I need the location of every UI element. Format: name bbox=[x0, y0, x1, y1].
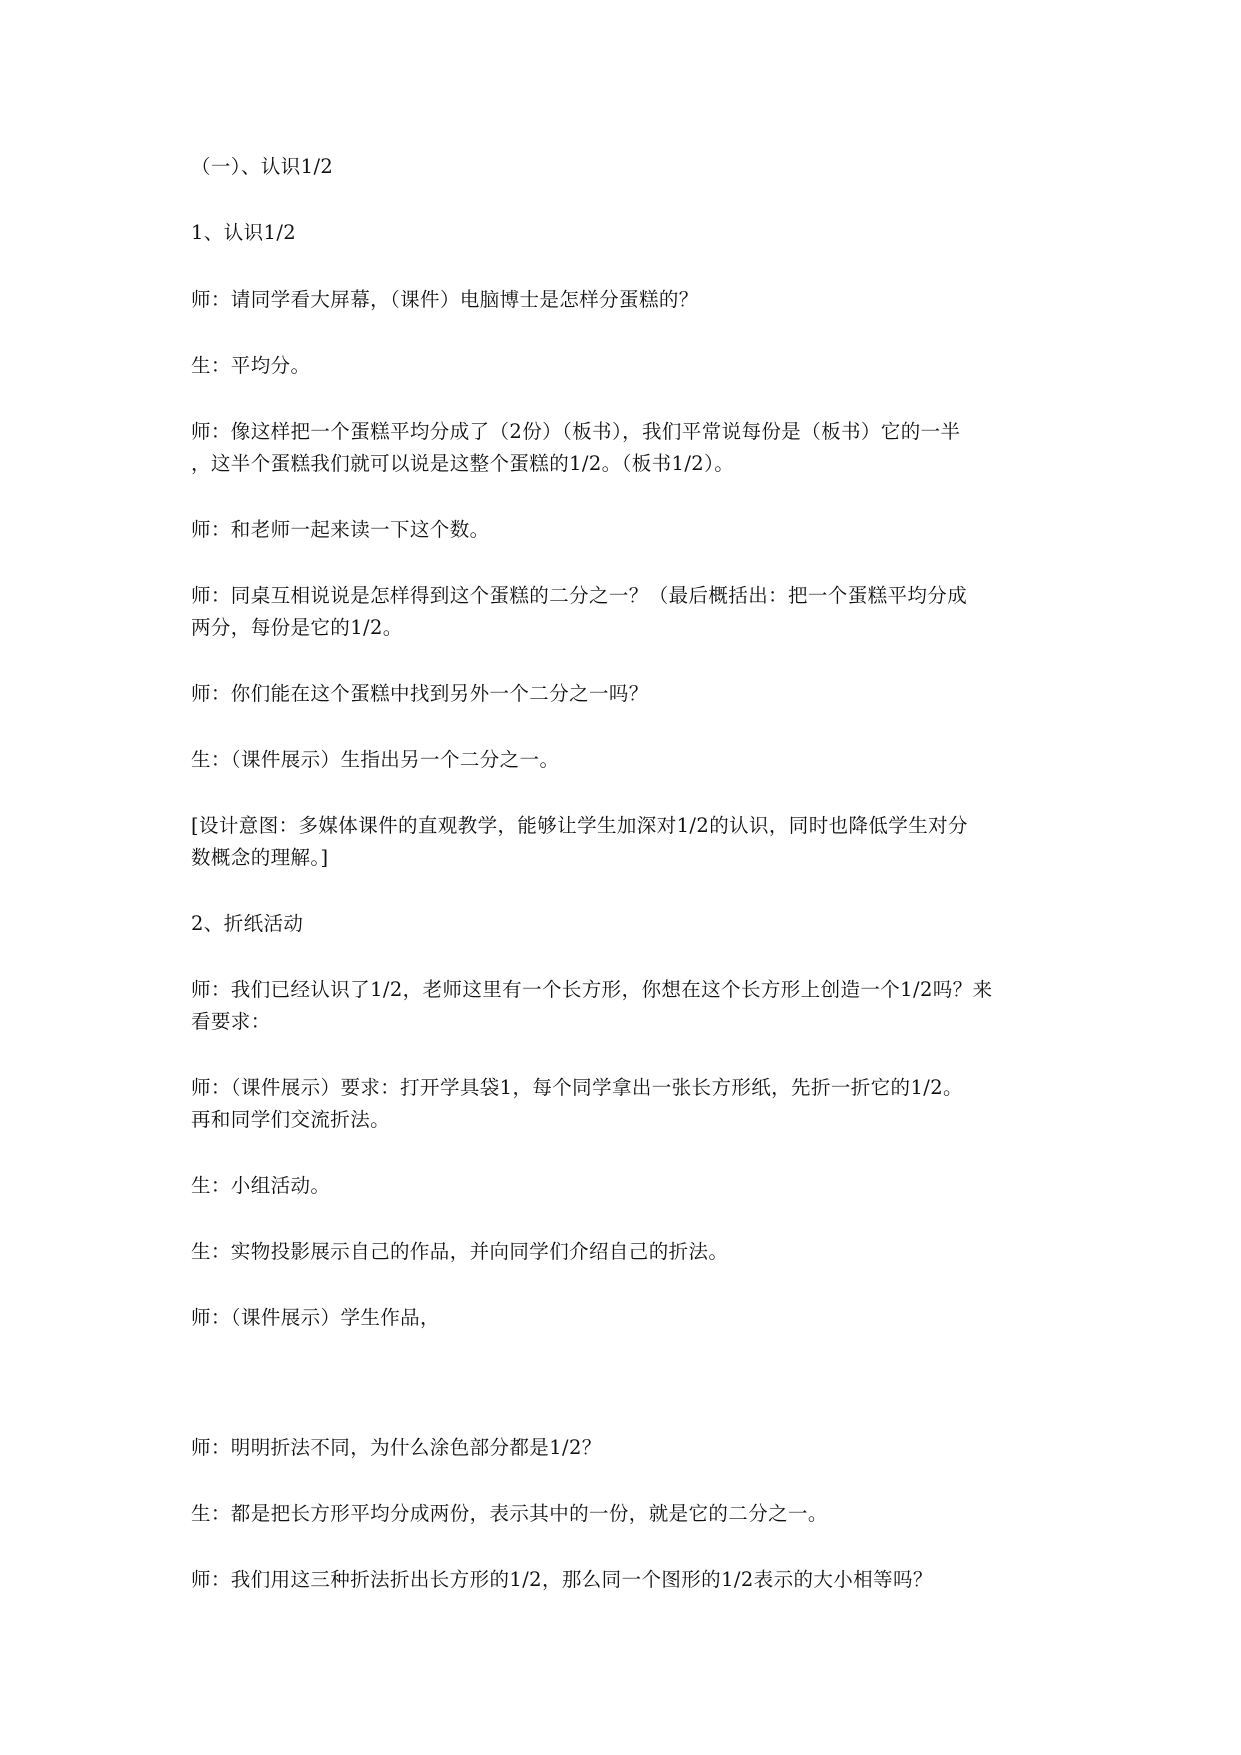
paragraph: 师：（课件展示）学生作品， bbox=[191, 1306, 440, 1329]
paragraph-line: 两分，每份是它的1/2。 bbox=[191, 616, 403, 639]
subsection-heading-2: 2、折纸活动 bbox=[191, 912, 304, 935]
paragraph-line: ，这半个蛋糕我们就可以说是这整个蛋糕的1/2。（板书1/2）。 bbox=[191, 452, 735, 475]
paragraph: 生：（课件展示）生指出另一个二分之一。 bbox=[191, 748, 560, 771]
design-intent-line: 数概念的理解。] bbox=[191, 846, 329, 869]
paragraph-line: 看要求： bbox=[191, 1010, 271, 1033]
subsection-heading-1: 1、认识1/2 bbox=[191, 221, 297, 244]
paragraph: 师：我们用这三种折法折出长方形的1/2，那么同一个图形的1/2表示的大小相等吗？ bbox=[191, 1568, 933, 1591]
design-intent-line: [设计意图：多媒体课件的直观教学，能够让学生加深对1/2的认识，同时也降低学生对分 bbox=[191, 814, 968, 837]
paragraph: 生：实物投影展示自己的作品，并向同学们介绍自己的折法。 bbox=[191, 1240, 729, 1263]
paragraph-line: 师：我们已经认识了1/2，老师这里有一个长方形，你想在这个长方形上创造一个1/2吗？来 bbox=[191, 978, 993, 1001]
paragraph-line: 师：像这样把一个蛋糕平均分成了（2份）（板书），我们平常说每份是（板书）它的一半 bbox=[191, 420, 961, 443]
paragraph: 师：请同学看大屏幕，（课件）电脑博士是怎样分蛋糕的？ bbox=[191, 288, 699, 311]
paragraph: 师：和老师一起来读一下这个数。 bbox=[191, 518, 490, 541]
paragraph: 师：明明折法不同，为什么涂色部分都是1/2？ bbox=[191, 1436, 602, 1459]
paragraph: 生：都是把长方形平均分成两份，表示其中的一份，就是它的二分之一。 bbox=[191, 1502, 828, 1525]
paragraph-line: 师：同桌互相说说是怎样得到这个蛋糕的二分之一？（最后概括出：把一个蛋糕平均分成 bbox=[191, 584, 968, 607]
paragraph: 生：平均分。 bbox=[191, 354, 311, 377]
paragraph: 师：你们能在这个蛋糕中找到另外一个二分之一吗？ bbox=[191, 682, 649, 705]
paragraph: 生：小组活动。 bbox=[191, 1174, 331, 1197]
paragraph-line: 师：（课件展示）要求：打开学具袋1，每个同学拿出一张长方形纸，先折一折它的1/2。 bbox=[191, 1076, 963, 1099]
section-heading: （一）、认识1/2 bbox=[191, 155, 334, 178]
paragraph-line: 再和同学们交流折法。 bbox=[191, 1108, 391, 1131]
